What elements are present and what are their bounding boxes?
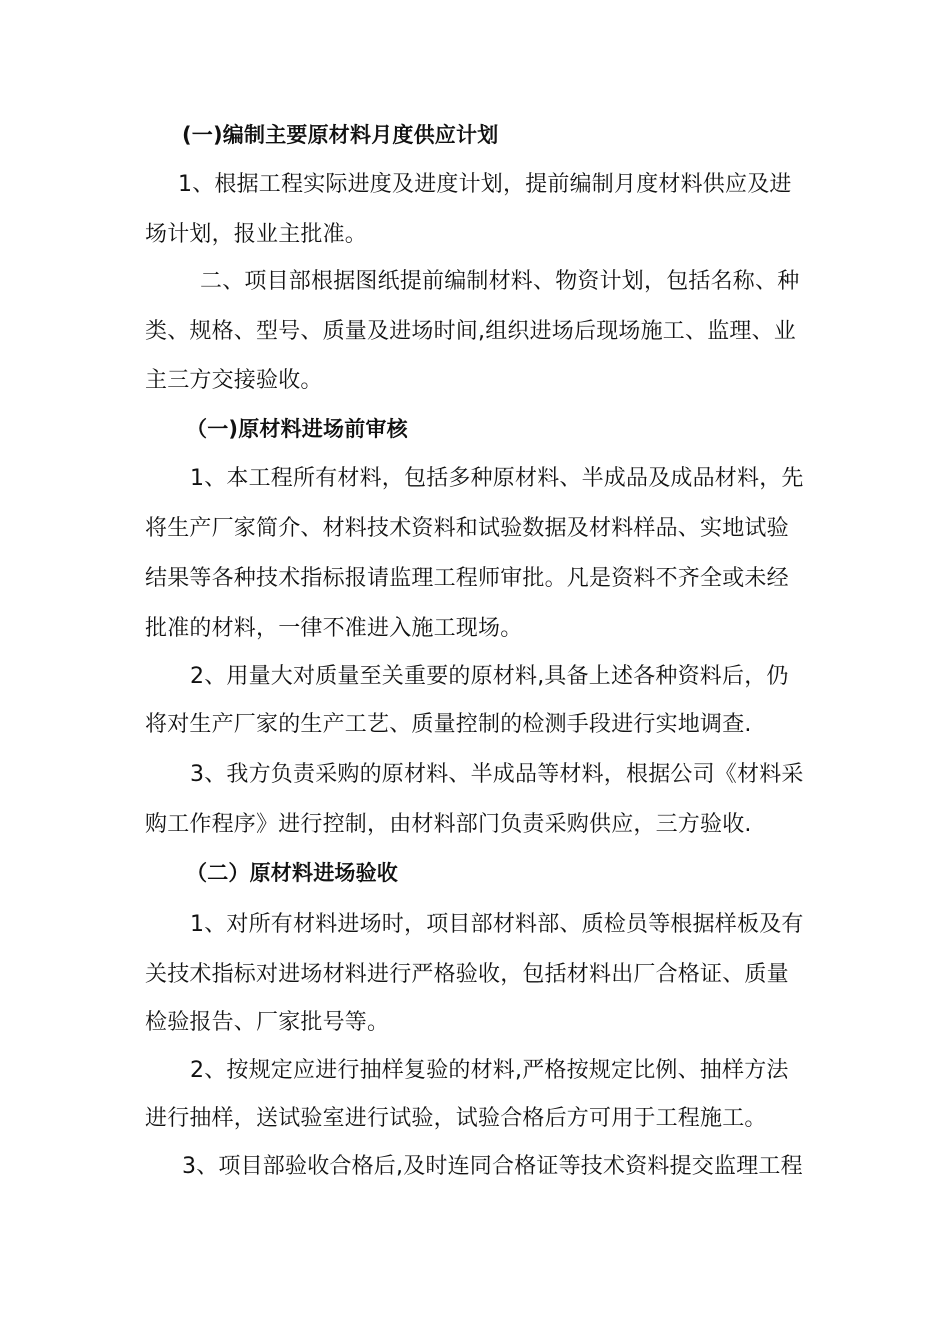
paragraph-line: 进行抽样，送试验室进行试验，试验合格后方可用于工程施工。 — [145, 1106, 767, 1131]
heading-entry-acceptance: （二）原材料进场验收 — [186, 861, 398, 885]
paragraph-line: 主三方交接验收。 — [145, 368, 323, 393]
paragraph-line: 场计划，报业主批准。 — [145, 222, 368, 247]
paragraph-line: 2、用量大对质量至关重要的原材料,具备上述各种资料后，仍 — [190, 664, 789, 689]
paragraph-line: 结果等各种技术指标报请监理工程师审批。凡是资料不齐全或未经 — [145, 566, 789, 591]
paragraph-line: 批准的材料，一律不准进入施工现场。 — [145, 616, 523, 641]
paragraph-line: 3、我方负责采购的原材料、半成品等材料，根据公司《材料采 — [190, 762, 804, 787]
heading-monthly-supply-plan: (一)编制主要原材料月度供应计划 — [182, 123, 499, 147]
paragraph-line: 二、项目部根据图纸提前编制材料、物资计划，包括名称、种 — [200, 269, 800, 294]
paragraph-line: 检验报告、厂家批号等。 — [145, 1010, 390, 1035]
paragraph-line: 关技术指标对进场材料进行严格验收，包括材料出厂合格证、质量 — [145, 962, 789, 987]
paragraph-line: 1、本工程所有材料，包括多种原材料、半成品及成品材料，先 — [190, 466, 804, 491]
paragraph-line: 1、根据工程实际进度及进度计划，提前编制月度材料供应及进 — [178, 172, 792, 197]
paragraph-line: 3、项目部验收合格后,及时连同合格证等技术资料提交监理工程 — [182, 1154, 803, 1179]
paragraph-line: 购工作程序》进行控制，由材料部门负责采购供应，三方验收. — [145, 812, 752, 837]
heading-pre-entry-review: （一)原材料进场前审核 — [186, 417, 408, 441]
paragraph-line: 将对生产厂家的生产工艺、质量控制的检测手段进行实地调查. — [145, 712, 752, 737]
paragraph-line: 2、按规定应进行抽样复验的材料,严格按规定比例、抽样方法 — [190, 1058, 789, 1083]
paragraph-line: 将生产厂家简介、材料技术资料和试验数据及材料样品、实地试验 — [145, 516, 789, 541]
paragraph-line: 1、对所有材料进场时，项目部材料部、质检员等根据样板及有 — [190, 912, 804, 937]
paragraph-line: 类、规格、型号、质量及进场时间,组织进场后现场施工、监理、业 — [145, 319, 796, 344]
